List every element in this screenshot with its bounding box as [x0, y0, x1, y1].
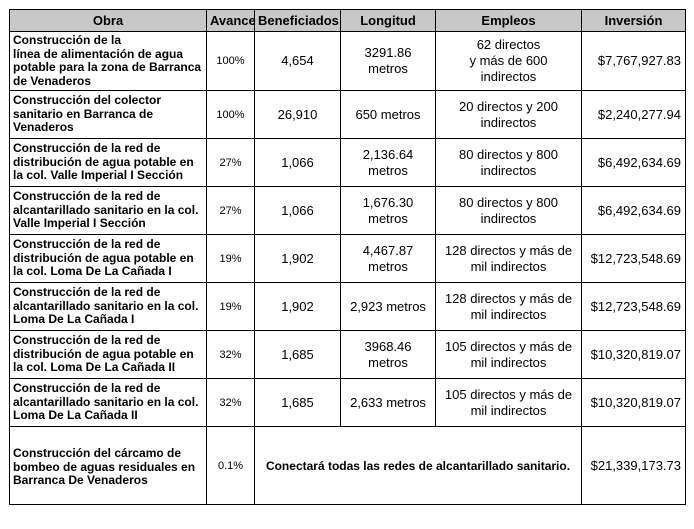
cell-beneficiados: 1,685: [255, 331, 341, 379]
cell-inversion: $6,492,634.69: [582, 139, 686, 187]
obra-line: la col. Loma De La Cañada I: [13, 264, 172, 279]
table-row: [10, 187, 686, 235]
empleos-line: 105 directos y más de: [444, 386, 573, 402]
obra-line: distribución de agua potable en: [13, 346, 194, 361]
empleos-line: mil indirectos: [470, 402, 547, 418]
longitud-line: 3968.46: [364, 338, 412, 354]
obra-line: potable para la zona de Barranca: [13, 60, 202, 74]
obra-line: Construcción de la red de: [13, 285, 161, 300]
longitud-line: metros: [368, 61, 408, 76]
cell-avance: 19%: [207, 283, 255, 331]
obra-line: Construcción del colector: [13, 93, 162, 108]
cell-beneficiados: 1,685: [255, 379, 341, 427]
longitud-line: metros: [368, 354, 408, 370]
cell-longitud: [341, 331, 436, 379]
obra-line: Venaderos: [13, 120, 74, 135]
obra-line: Barranca De Venaderos: [13, 473, 148, 488]
empleos-line: 80 directos y 800: [458, 146, 558, 162]
works-table: [9, 9, 686, 505]
cell-longitud: [341, 235, 436, 283]
cell-avance: 32%: [207, 331, 255, 379]
cell-longitud: [341, 32, 436, 91]
cell-avance: 0.1%: [207, 427, 255, 505]
longitud-line: 2,136.64: [362, 146, 414, 162]
cell-obra: [10, 32, 207, 91]
longitud-line: metros: [368, 162, 408, 178]
obra-line: Construcción de la red de: [13, 189, 161, 204]
longitud-line: metros: [368, 258, 408, 274]
empleos-line: indirectos: [480, 114, 537, 130]
obra-line: distribución de agua potable en: [13, 154, 194, 169]
cell-obra: [10, 283, 207, 331]
cell-longitud: [341, 283, 436, 331]
table-row: [10, 283, 686, 331]
cell-avance: 32%: [207, 379, 255, 427]
cell-beneficiados: 4,654: [255, 32, 341, 91]
table-row: [10, 331, 686, 379]
cell-avance: 100%: [207, 32, 255, 91]
obra-line: sanitario en Barranca de: [13, 106, 154, 121]
cell-obra: [10, 235, 207, 283]
empleos-line: indirectos: [480, 69, 537, 84]
cell-inversion: $12,723,548.69: [582, 235, 686, 283]
header-row: [10, 10, 686, 32]
cell-inversion: $6,492,634.69: [582, 187, 686, 235]
obra-line: Construcción de la red de: [13, 333, 161, 348]
obra-line: la col. Valle Imperial I Sección: [13, 168, 184, 183]
cell-beneficiados: 26,910: [255, 91, 341, 139]
table-row: [10, 379, 686, 427]
longitud-line: metros: [368, 210, 408, 226]
table-row: [10, 32, 686, 91]
empleos-line: 105 directos y más de: [444, 338, 573, 354]
empleos-line: mil indirectos: [470, 306, 547, 322]
empleos-line: 62 directos: [476, 37, 541, 52]
cell-empleos: [436, 32, 582, 91]
obra-line: bombeo de aguas residuales en: [13, 459, 196, 474]
cell-obra: [10, 187, 207, 235]
cell-obra: [10, 331, 207, 379]
table-row: [10, 235, 686, 283]
cell-obra: [10, 91, 207, 139]
header-empleos: Empleos: [436, 10, 582, 32]
cell-inversion: $10,320,819.07: [582, 379, 686, 427]
obra-line: la col. Loma De La Cañada II: [13, 360, 176, 375]
cell-beneficiados: 1,066: [255, 187, 341, 235]
header-avance: Avance: [207, 10, 255, 32]
cell-inversion: $21,339,173.73: [582, 427, 686, 505]
obra-line: alcantarillado sanitario en la col.: [13, 394, 199, 409]
empleos-line: y más de 600: [469, 53, 548, 68]
cell-note: Conectará todas las redes de alcantarillado sanitario.: [255, 427, 582, 505]
table-row: [10, 427, 686, 505]
obra-line: Construcción de la red de: [13, 237, 161, 252]
cell-empleos: [436, 235, 582, 283]
table-row: [10, 139, 686, 187]
obra-line: distribución de agua potable en: [13, 250, 194, 265]
cell-longitud: [341, 379, 436, 427]
obra-line: alcantarillado sanitario en la col.: [13, 298, 199, 313]
empleos-line: 20 directos y 200: [458, 98, 558, 114]
cell-beneficiados: 1,902: [255, 235, 341, 283]
obra-line: de Venaderos: [13, 73, 92, 88]
cell-empleos: [436, 379, 582, 427]
cell-avance: 27%: [207, 187, 255, 235]
cell-inversion: $10,320,819.07: [582, 331, 686, 379]
header-inversion: Inversión: [582, 10, 686, 32]
obra-line: alcantarillado sanitario en la col.: [13, 202, 199, 217]
cell-longitud: [341, 139, 436, 187]
empleos-line: 80 directos y 800: [458, 194, 558, 210]
table-row: [10, 91, 686, 139]
obra-line: Construcción de la red de: [13, 141, 161, 156]
cell-inversion: $2,240,277.94: [582, 91, 686, 139]
cell-beneficiados: 1,902: [255, 283, 341, 331]
empleos-line: mil indirectos: [470, 258, 547, 274]
longitud-line: 1,676.30: [362, 194, 414, 210]
empleos-line: indirectos: [480, 162, 537, 178]
works-table-container: [9, 9, 686, 505]
cell-longitud: [341, 91, 436, 139]
cell-empleos: [436, 187, 582, 235]
cell-obra: [10, 139, 207, 187]
cell-avance: 19%: [207, 235, 255, 283]
obra-line: Valle Imperial I Sección: [13, 216, 146, 231]
obra-line: línea de alimentación de agua: [13, 46, 184, 61]
obra-line: Construcción del cárcamo de: [13, 446, 182, 461]
longitud-line: 3291.86: [364, 45, 412, 60]
longitud-line: 2,923 metros: [350, 298, 426, 314]
cell-longitud: [341, 187, 436, 235]
cell-avance: 100%: [207, 91, 255, 139]
cell-beneficiados: 1,066: [255, 139, 341, 187]
cell-inversion: $12,723,548.69: [582, 283, 686, 331]
longitud-line: 4,467.87: [362, 242, 414, 258]
cell-inversion: $7,767,927.83: [582, 32, 686, 91]
header-obra: Obra: [10, 10, 207, 32]
cell-empleos: [436, 283, 582, 331]
empleos-line: indirectos: [480, 210, 537, 226]
obra-line: Loma De La Cañada II: [13, 408, 138, 423]
empleos-line: 128 directos y más de: [444, 242, 573, 258]
cell-empleos: [436, 139, 582, 187]
longitud-line: 650 metros: [355, 106, 421, 122]
cell-obra: [10, 379, 207, 427]
empleos-line: 128 directos y más de: [444, 290, 573, 306]
cell-empleos: [436, 91, 582, 139]
obra-line: Construcción de la: [13, 33, 122, 47]
longitud-line: 2,633 metros: [350, 394, 426, 410]
cell-empleos: [436, 331, 582, 379]
header-beneficiados: Beneficiados: [255, 10, 341, 32]
cell-avance: 27%: [207, 139, 255, 187]
empleos-line: mil indirectos: [470, 354, 547, 370]
header-longitud: Longitud: [341, 10, 436, 32]
obra-line: Loma De La Cañada I: [13, 312, 135, 327]
obra-line: Construcción de la red de: [13, 381, 161, 396]
cell-obra: [10, 427, 207, 505]
